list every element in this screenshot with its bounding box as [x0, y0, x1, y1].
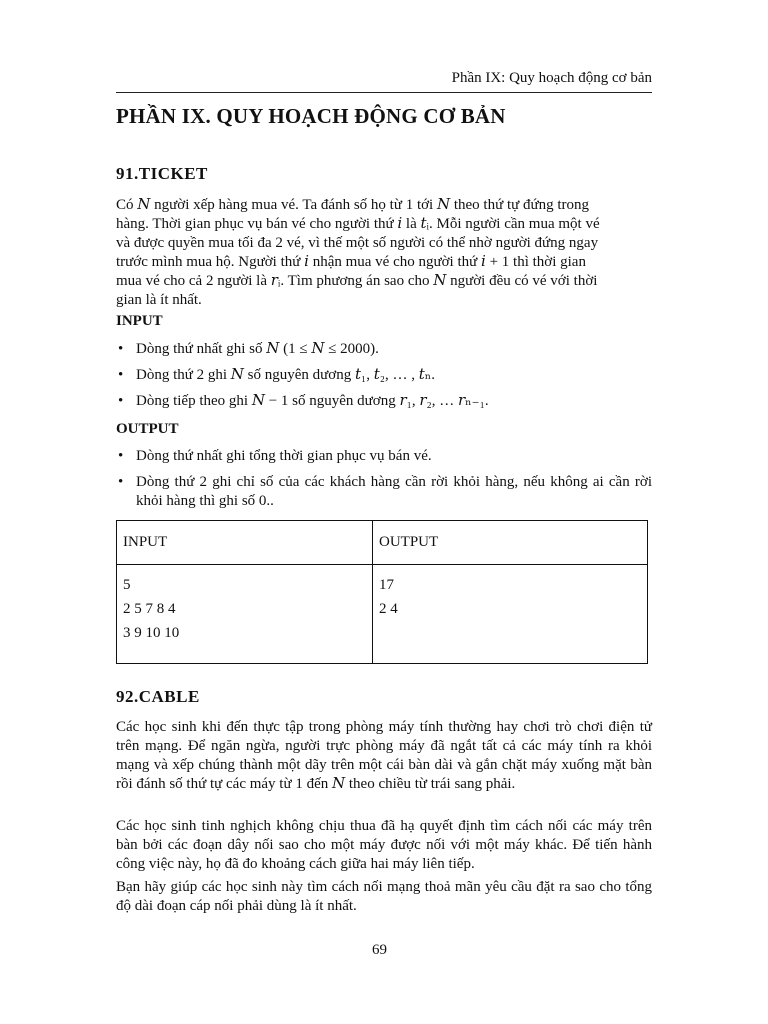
- output-item-text: Dòng thứ nhất ghi tổng thời gian phục vụ bán vé.: [136, 448, 432, 464]
- ticket-line-3: và được quyền mua tối đa 2 vé, vì thế một số người có thể nhờ người đứng ngay: [116, 235, 599, 251]
- ticket-line-4: trước mình mua hộ. Người thứ 𝑖 nhận mua vé cho người thứ 𝑖 + 1 thì thời gian: [116, 254, 586, 270]
- section-title-ticket: 91.TICKET: [116, 164, 208, 183]
- ticket-line-5: mua vé cho cả 2 người là 𝑟ᵢ. Tìm phương án sao cho 𝑁 người đều có vé với thời: [116, 273, 598, 289]
- input-item-text: Dòng tiếp theo ghi 𝑁 − 1 số nguyên dương 𝑟₁, 𝑟₂, … 𝑟ₙ₋₁.: [136, 393, 489, 409]
- header-rule: [116, 92, 652, 93]
- input-item-text: Dòng thứ nhất ghi số 𝑁 (1 ≤ 𝑁 ≤ 2000).: [136, 341, 379, 357]
- list-item: [116, 392, 652, 411]
- list-item: [116, 340, 652, 359]
- output-list: [116, 447, 652, 518]
- list-item: [116, 366, 652, 385]
- input-heading: INPUT: [116, 313, 163, 329]
- output-item-text: Dòng thứ 2 ghi chỉ số của các khách hàng cần rời khỏi hàng, nếu không ai cần rời khỏi hàng thì ghi số 0..: [136, 474, 652, 509]
- output-column-header: OUTPUT: [373, 521, 648, 565]
- bullet-icon: •: [118, 341, 124, 357]
- example-table: [116, 520, 648, 664]
- input-column-header: INPUT: [117, 521, 373, 565]
- bullet-icon: •: [118, 474, 124, 490]
- example-output-line: 17: [379, 577, 394, 593]
- input-list: [116, 340, 652, 418]
- example-output-cell: [373, 565, 648, 664]
- ticket-description: [116, 196, 652, 310]
- cable-paragraph-3: Bạn hãy giúp các học sinh này tìm cách nối mạng thoả mãn yêu cầu đặt ra sao cho tổng độ dài đoạn cáp nối phải dùng là ít nhất.: [116, 879, 652, 914]
- ticket-line-6: gian là ít nhất.: [116, 292, 202, 308]
- example-output-line: 2 4: [379, 601, 398, 617]
- example-input-cell: [117, 565, 373, 664]
- part-title: PHẦN IX. QUY HOẠCH ĐỘNG CƠ BẢN: [116, 104, 506, 128]
- example-input-line: 3 9 10 10: [123, 625, 180, 641]
- table-header-row: [117, 521, 648, 565]
- table-row: [117, 565, 648, 664]
- list-item: [116, 473, 652, 511]
- example-input-line: 5: [123, 577, 131, 593]
- cable-paragraph-1: Các học sinh khi đến thực tập trong phòng máy tính thường hay chơi trò chơi điện tử trên mạng. Để ngăn ngừa, người trực phòng máy đã ngắt tất cả các máy tính ra khỏi mạng và xếp chúng thành một dãy trên một cái bàn dài và gắn chặt máy xuống mặt bàn rồi đánh số thứ tự các máy từ 1 đến 𝑁 theo chiều từ trái sang phải.: [116, 719, 652, 792]
- bullet-icon: •: [118, 367, 124, 383]
- example-input-line: 2 5 7 8 4: [123, 601, 176, 617]
- list-item: [116, 447, 652, 466]
- cable-paragraph-2: Các học sinh tinh nghịch không chịu thua đã hạ quyết định tìm cách nối các máy trên bàn bởi các đoạn dây nối sao cho một máy được nối với một máy khác. Để tiến hành công việc này, họ đã đo khoảng cách giữa hai máy liên tiếp.: [116, 818, 652, 872]
- output-heading: OUTPUT: [116, 421, 179, 437]
- ticket-line-1: Có 𝑁 người xếp hàng mua vé. Ta đánh số họ từ 1 tới 𝑁 theo thứ tự đứng trong: [116, 197, 590, 213]
- bullet-icon: •: [118, 393, 124, 409]
- input-item-text: Dòng thứ 2 ghi 𝑁 số nguyên dương 𝑡₁, 𝑡₂, … , 𝑡ₙ.: [136, 367, 436, 383]
- section-title-cable: 92.CABLE: [116, 687, 200, 706]
- running-header: Phần IX: Quy hoạch động cơ bản: [451, 70, 652, 86]
- bullet-icon: •: [118, 448, 124, 464]
- page-number: 69: [372, 942, 387, 958]
- ticket-line-2: hàng. Thời gian phục vụ bán vé cho người thứ 𝑖 là 𝑡ᵢ. Mỗi người cần mua một vé: [116, 216, 600, 232]
